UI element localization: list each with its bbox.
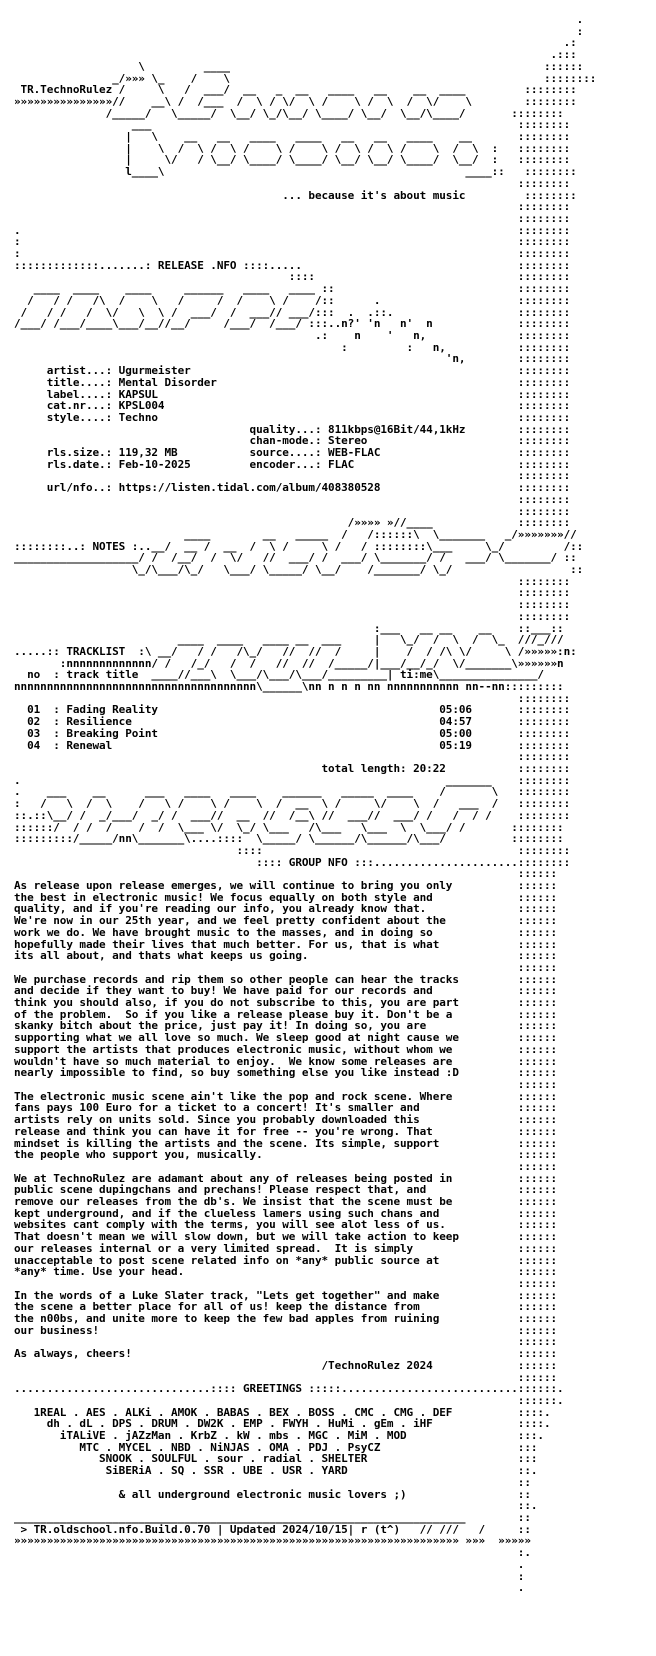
nfo-text-block: . : .: .::: \ ____ :::::: _/»»» \_ / \ :::::::: TR.TechnoRulez / \ / ___/ __ _ __ ____ __ __ ____ :::::::: »»»»»»»»»»»»»»»// __\ / /___ / \ / \/ \ / \ / \ / \/ \ :::::::: /_____/ \_____/ \__/ \_/\__/ \____/ \__/ \__/\____/ :::::::: ___ :::::::: | \ __ __ ____ ____ __ __ ____ __ :::::::: | \ / \ / \ / \ / \ / \ / \ / \ / \ : :::::::: | \/ / \__/ \____/ \____/ \__/ \__/ \____/ \__/ : :::::::: l____\ ____:: :::::::: :::::::: ... because it's about music :::::::: :::::::: :::::::: . :::::::: : :::::::: : :::::::: :::::::::::::.......: RELEASE .NFO ::::..... :::::::: :::: :::::::: ____ ____ ____ ______ ____ ____ :: :::::::: / / / /\ / \ / / / \ / /:: . :::::::: / / / / \/ \ \ / ___/ / ___// ___/::: . .::. :::::::: /___/ /___/____\___/__//__/ /___/ /___/ :::..n?' 'n n' n :::::::: .: n ' n, :::::::: : : n, :::::::: 'n, :::::::: artist...: Ugurmeister :::::::: title....: Mental Disorder :::::::: label....: KAPSUL :::::::: cat.nr...: KPSL004 :::::::: style....: Techno :::::::: quality...: 811kbps@16Bit/44,1kHz :::::::: chan-mode.: Stereo :::::::: rls.size.: 119,32 MB source....: WEB-FLAC :::::::: rls.date.: Feb-10-2025 encoder...: FLAC :::::::: :::::::: url/nfo..: https://listen.tidal.com/album/408380528 :::::::: :::::::: :::::::: /»»»» »//____ :::::::: ____ __ _____ / /::::::\ \_______ _/»»»»»»»// ::::::::..: NOTES :..__/ __ / __ / \ / \ / / ::::::::\___ \_/ /:: ___________________/ / /__/ / \/ // ___/ / ___/ \_______/ / ___/ \_______/ :: \_/\___/\_/ \___/ \_____/ \__/ /_______/ \_/ :: :::::::: :::::::: :::::::: :::::::: :___ __ __ __ ::___:: ____ ____ ____ __ ___ | \_/ / \ / \_ ///_/// .....:: TRACKLIST :\ __/ / / /\_/ // // / | / / /\ \/ \ /»»»»»:n: :nnnnnnnnnnnnn/ / /_/ / / // // /_____/|___/__/_/ \/_______\»»»»»»n no : track title ____//___\ \___/\___/\___/_________| ti:me\_______________/ nnnnnnnnnnnnnnnnnnnnnnnnnnnnnnnnnnnnn\______\nn n n n nn nnnnnnnnnnn nn--nn::::::::: :::::::: 01 : Fading Reality 05:06 :::::::: 02 : Resilience 04:57 :::::::: 03 : Breaking Point 05:00 :::::::: 04 : Renewal 05:19 :::::::: :::::::: total length: 20:22 :::::::: . _______ :::::::: . ___ __ ___ ____ ____ ______ _____ ____ / \ :::::::: : / \ / \ / \ / \ / \ / __ \ / \/ \ / ___ / :::::::: ::.::\__/ / _/___/ _/ / ___// __ // /__\ // ___// ___/ / / / / :::::::: ::::::/ / / / / / \___ \/ \_/ \___ /\___ \___ \ \___/ / :::::::: :::::::::/_____/nn\_______\....:::: \_____/ \______/\______/\___/ :::::::: :::: :::::::: :::: GROUP NFO :::......................:::::::: :::::: As release upon release emerges, we will continue to bring you only :::::: the best in electronic music! We focus equally on both style and :::::: quality, and if you're reading our info, you already know that. :::::: We're now in our 25th year, and we feel pretty confident about the :::::: work we do. We have brought music to the masses, and in doing so :::::: hopefully made their lives that much better. For us, that is what :::::: its all about, and thats what keeps us going. :::::: :::::: We purchase records and rip them so other people can hear the tracks :::::: and decide if they want to buy! We have paid for our records and :::::: think you should also, if you do not subscribe to this, you are part :::::: of the problem. So if you like a release please buy it. Don't be a :::::: skanky bitch about the price, just pay it! In doing so, you are :::::: supporting what we all love so much. We sleep good at night cause we :::::: support the artists that produces electronic music, without whom we :::::: wouldn't have so much material to enjoy. We know some releases are :::::: nearly impossible to find, so buy something else you like instead :D :::::: :::::: The electronic music scene ain't like the pop and rock scene. Where :::::: fans pays 100 Euro for a ticket to a concert! It's smaller and :::::: artists rely on units sold. Since you probably downloaded this :::::: release and think you can have it for free -- you're wrong. That :::::: mindset is killing the artists and the scene. Its simple, support :::::: the people who support you, musically. :::::: :::::: We at TechnoRulez are adamant about any of releases being posted in :::::: public scene dupingchans and prechans! Please respect that, and :::::: remove our releases from the db's. We insist that the scene must be :::::: kept underground, and if the clueless lamers using such chans and :::::: websites cant comply with the terms, you will see alot less of us. :::::: That doesn't mean we will slow down, but we will take action to keep :::::: our releases internal or a very limited spread. It is simply :::::: unacceptable to post scene related info on *any* public source at :::::: *any* time. Use your head. :::::: :::::: In the words of a Luke Slater track, "Lets get together" and make :::::: the scene a better place for all of us! keep the distance from :::::: the n00bs, and unite more to keep the few bad apples from ruining :::::: our business! :::::: :::::: As always, cheers! :::::: /TechnoRulez 2024 :::::: :::::: ..............................:::: GREETINGS :::::...........................::::::. ::::::. 1REAL . AES . ALKi . AMOK . BABAS . BEX . BOSS . CMC . CMG . DEF ::::. dh . dL . DPS . DRUM . DW2K . EMP . FWYH . HuMi . gEm . iHF ::::. iTALiVE . jAZzMan . KrbZ . kW . mbs . MGC . MiM . MOD :::. MTC . MYCEL . NBD . NiNJAS . OMA . PDJ . PsyCZ ::: SNOOK . SOULFUL . sour . radial . SHELTER ::: SiBERiA . SQ . SSR . UBE . USR . YARD ::. :: & all underground electronic music lovers ;) :: ::. _____________________________________________________________________ :: > TR.oldschool.nfo.Build.0.70 | Updated 2024/10/15| r (t^) // /// / :: »»»»»»»»»»»»»»»»»»»»»»»»»»»»»»»»»»»»»»»»»»»»»»»»»»»»»»»»»»»»»»»»»»»» »»» »»»»» :. . : . (14, 13, 597, 1595)
